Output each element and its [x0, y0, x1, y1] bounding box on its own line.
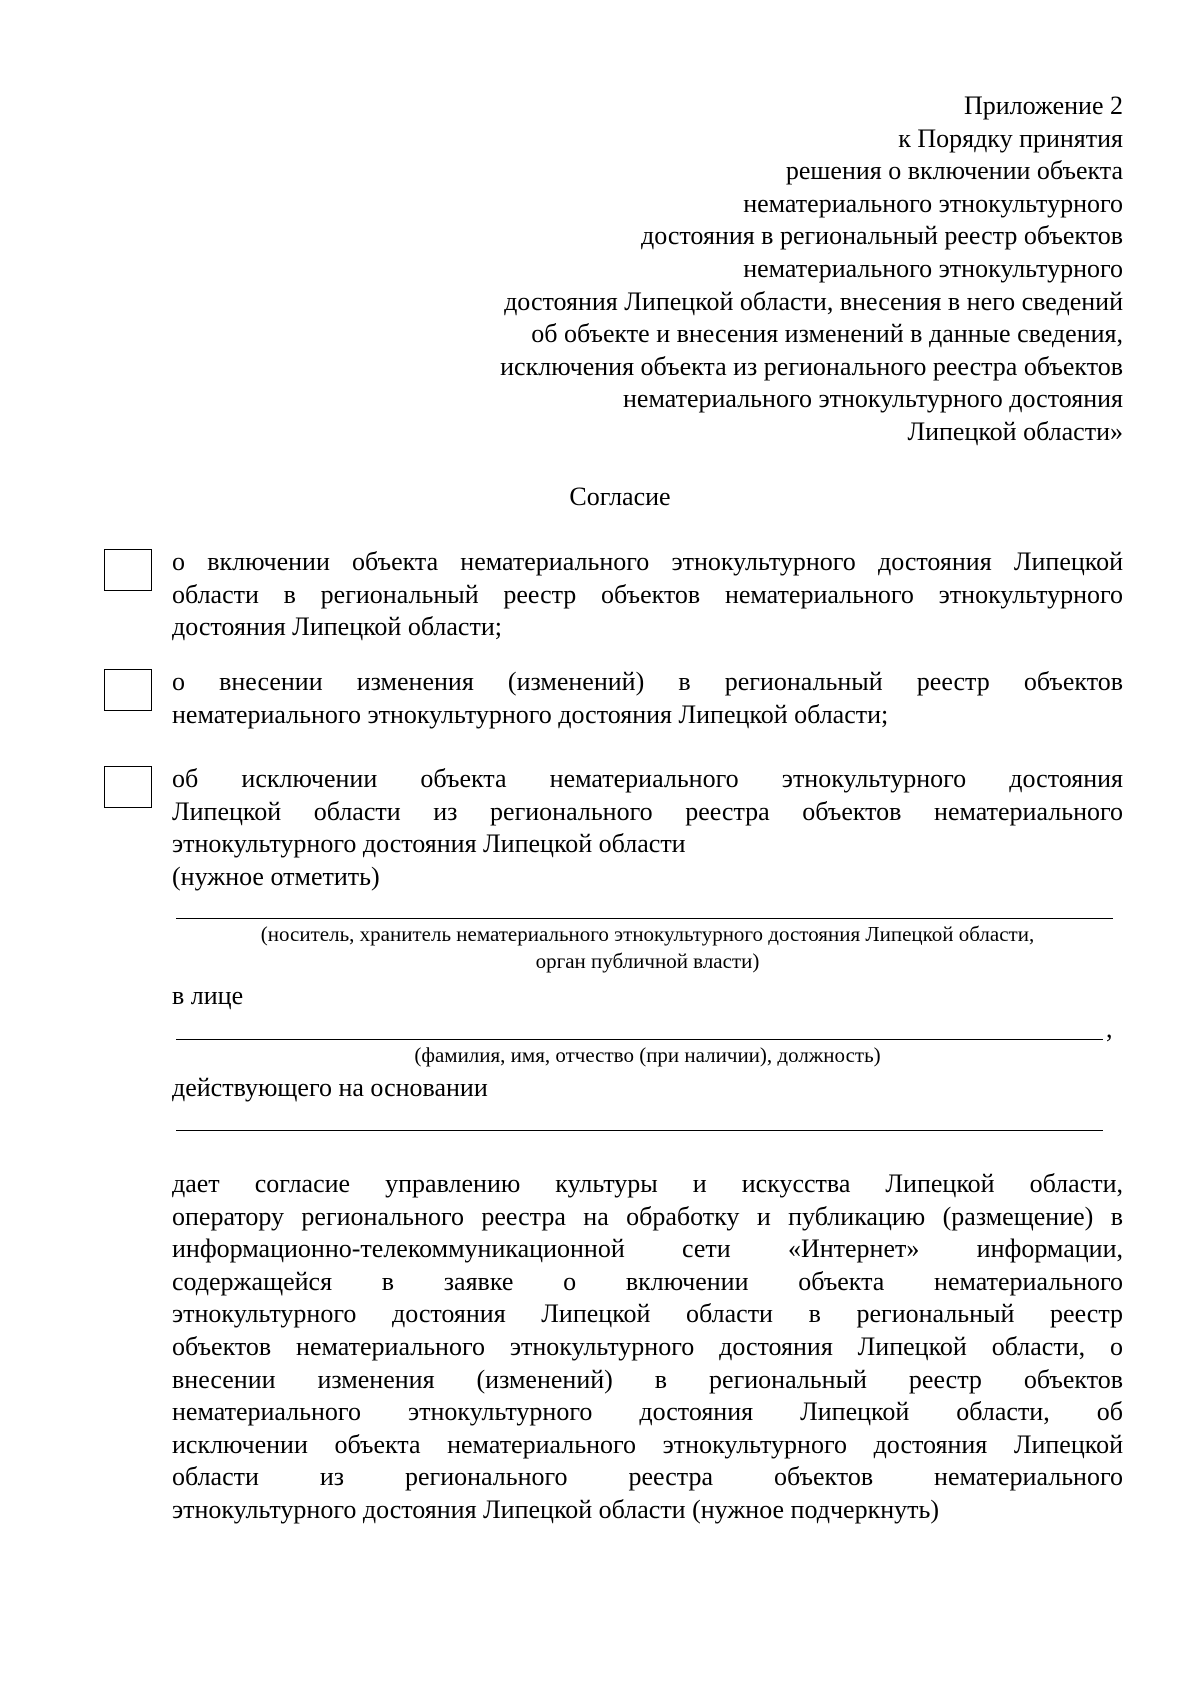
paragraph-line: содержащейся в заявке о включении объекта нематериального	[172, 1266, 1123, 1296]
appendix-line: к Порядку принятия	[898, 123, 1123, 153]
paragraph-line: дает согласие управлению культуры и искусства Липецкой области,	[172, 1169, 1123, 1198]
document-title: Согласие	[569, 482, 671, 511]
trailing-comma: ,	[1106, 1014, 1113, 1043]
appendix-line: об объекте и внесения изменений в данные сведения,	[531, 319, 1123, 349]
option-line: достояния Липецкой области;	[172, 612, 502, 641]
option-text	[172, 546, 1123, 644]
option-line: нематериального этнокультурного достояния Липецкой области;	[172, 699, 889, 729]
paragraph-line: этнокультурного достояния Липецкой области в региональный реестр	[172, 1299, 1123, 1329]
option-line: этнокультурного достояния Липецкой области	[172, 829, 686, 858]
appendix-line: нематериального этнокультурного достояния	[623, 384, 1123, 414]
appendix-line: Липецкой области»	[907, 416, 1123, 446]
option-text	[172, 763, 1123, 893]
consent-paragraph	[172, 1168, 1123, 1527]
paragraph-line: внесении изменения (изменений) в региональный реестр объектов	[172, 1364, 1123, 1394]
exclude-checkbox[interactable]	[104, 766, 152, 808]
appendix-line: достояния в региональный реестр объектов	[641, 221, 1123, 251]
paragraph-line: области из регионального реестра объектов нематериального	[172, 1462, 1123, 1492]
in-person-label: в лице	[172, 981, 244, 1010]
basis-label: действующего на основании	[172, 1073, 488, 1102]
option-line: об исключении объекта нематериального этнокультурного достояния	[172, 764, 1123, 793]
appendix-line: решения о включении объекта	[785, 156, 1123, 186]
paragraph-line: объектов нематериального этнокультурного достояния Липецкой области, о	[172, 1331, 1123, 1361]
holder-hint-line: (носитель, хранитель нематериального этнокультурного достояния Липецкой области,	[260, 922, 1035, 946]
paragraph-line: этнокультурного достояния Липецкой области (нужное подчеркнуть)	[172, 1494, 939, 1524]
appendix-header	[323, 90, 1123, 449]
paragraph-line: исключении объекта нематериального этнокультурного достояния Липецкой	[172, 1429, 1123, 1459]
include-checkbox[interactable]	[104, 549, 152, 591]
paragraph-line: информационно-телекоммуникационной сети «Интернет» информации,	[172, 1234, 1123, 1264]
option-line: о включении объекта нематериального этнокультурного достояния Липецкой	[172, 547, 1123, 576]
holder-field[interactable]	[176, 918, 1113, 919]
option-line: области в региональный реестр объектов нематериального этнокультурного	[172, 579, 1123, 609]
person-hint: (фамилия, имя, отчество (при наличии), должность)	[414, 1043, 881, 1067]
option-line: Липецкой области из регионального реестра объектов нематериального	[172, 796, 1123, 826]
mark-note: (нужное отметить)	[172, 861, 380, 891]
appendix-line: Приложение 2	[963, 91, 1123, 120]
option-text	[172, 666, 1123, 731]
holder-hint	[172, 921, 1123, 975]
option-line: о внесении изменения (изменений) в региональный реестр объектов	[172, 667, 1123, 696]
holder-hint-line: орган публичной власти)	[535, 949, 760, 973]
modify-checkbox[interactable]	[104, 669, 152, 711]
appendix-line: нематериального этнокультурного	[743, 253, 1123, 283]
appendix-line: исключения объекта из регионального реестра объектов	[500, 351, 1123, 381]
basis-field[interactable]	[176, 1130, 1103, 1131]
paragraph-line: нематериального этнокультурного достояния Липецкой области, об	[172, 1397, 1123, 1427]
paragraph-line: оператору регионального реестра на обработку и публикацию (размещение) в	[172, 1201, 1123, 1231]
appendix-line: достояния Липецкой области, внесения в него сведений	[504, 286, 1123, 316]
person-field[interactable]	[176, 1039, 1103, 1040]
appendix-line: нематериального этнокультурного	[743, 188, 1123, 218]
